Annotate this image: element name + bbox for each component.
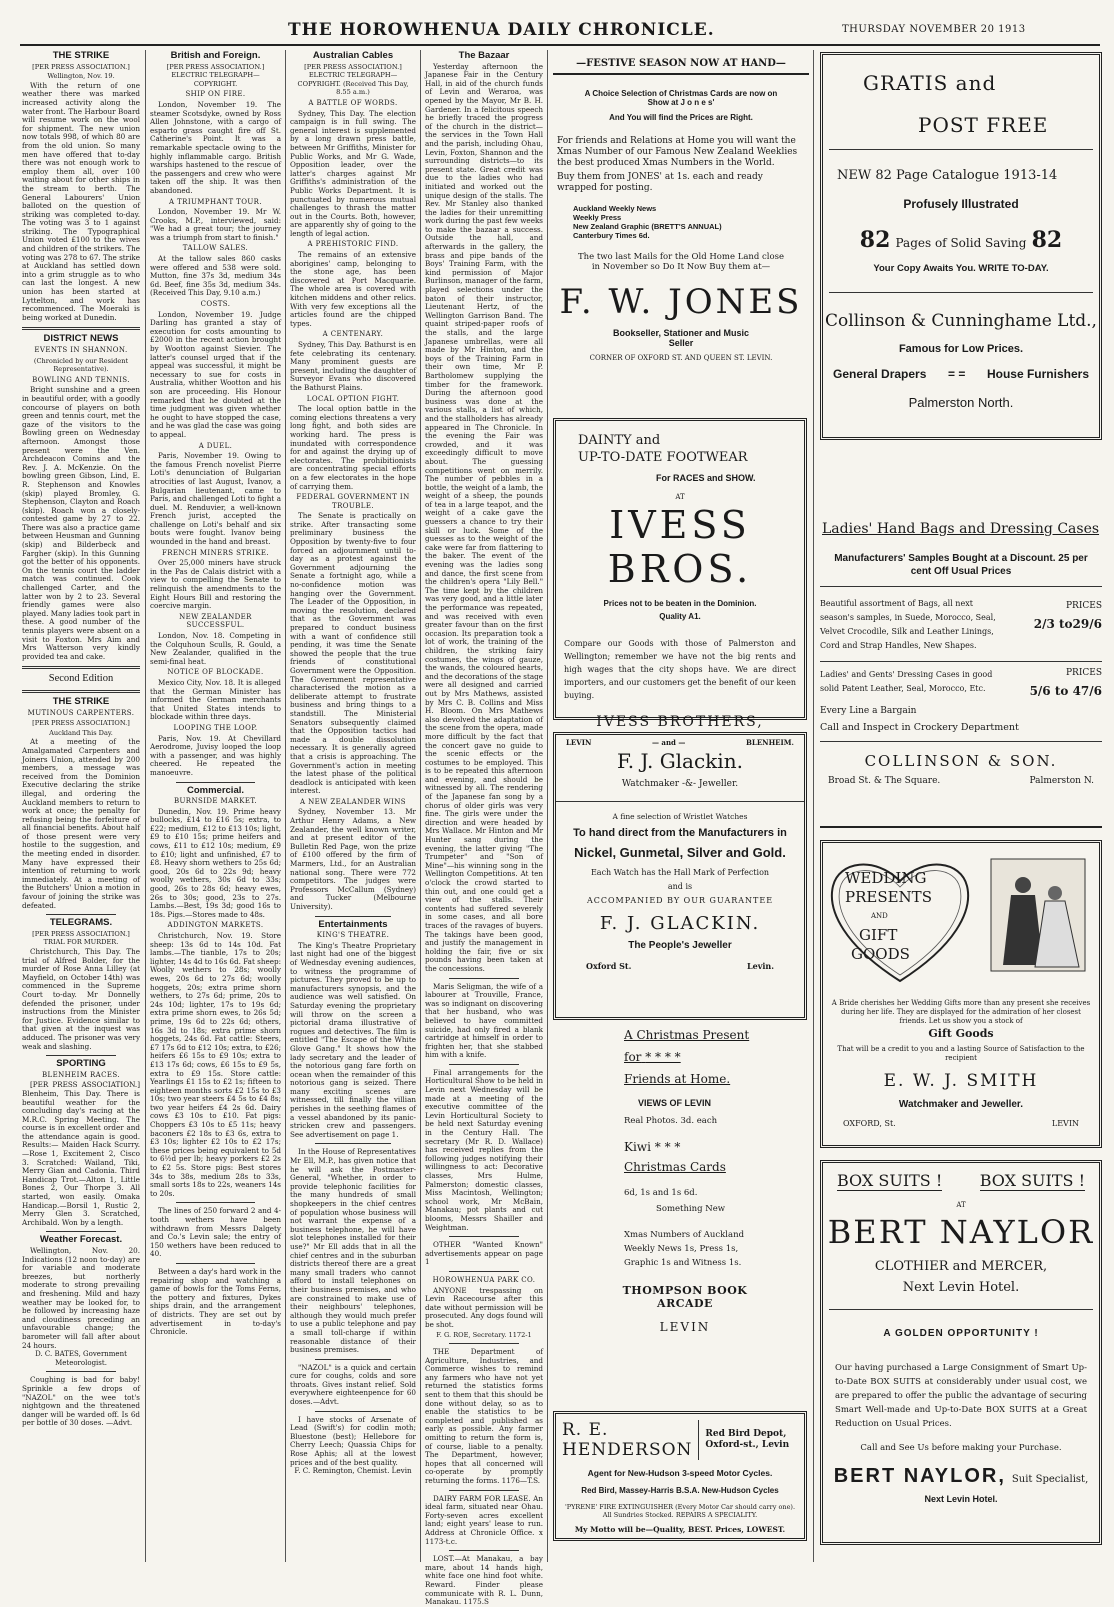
ad-number: 82 bbox=[1031, 227, 1063, 253]
ad-paragraph: Buy them from JONES' at 1s. each and ready wrapped for posting. bbox=[557, 172, 763, 193]
divider bbox=[315, 1359, 391, 1360]
ad-bert-naylor bbox=[820, 1160, 1102, 1545]
article-body: Over 25,000 miners have struck in the Pas de Calais district with a view to compelling the Senate to relinquish the amendments to the Eight Hours Bill and restoring the coercive margin. bbox=[150, 558, 281, 611]
publication: Weekly Press bbox=[573, 213, 622, 222]
ad-line: AT bbox=[956, 1201, 966, 1209]
ad-brand: IVESS BROTHERS, bbox=[596, 714, 764, 730]
ad-line: Watchmaker -&- Jeweller. bbox=[621, 779, 739, 789]
article-body: In the House of Representatives Mr Ell, M.P., has given notice that he will ask the Postmaster-General, "Whether, in order to provide telephonic facilities for the many hundreds of small shopkeepers in the chief centres of population whose business will not warrant the expense of a business telephone, he will have slot telephones installed for their use?" Mr Ell adds that in all the chief centres and in the suburban districts thereof there are a great many small traders who cannot afford to install telephones on their business premises, and who are constrained to make use of their neighbours' telephones, although they would much prefer to use a public telephone and pay a small toll-charge if within reasonable distance of their business premises. bbox=[290, 1147, 416, 1355]
ad-line: Call and See Us before making your Purchase. bbox=[860, 1443, 1062, 1453]
subheading: BURNSIDE MARKET. bbox=[173, 797, 258, 806]
divider bbox=[176, 1263, 255, 1264]
location: Palmerston N. bbox=[1029, 776, 1094, 786]
advert-text: Coughing is bad for baby! Sprinkle a few drops of "NAZOL" on the wee tot's nightgown and the threatened danger will be warded off. Is 6d per bottle of 30 doses. —Advt. bbox=[22, 1375, 140, 1428]
ad-line: Your Copy Awaits You. WRITE TO-DAY. bbox=[873, 263, 1049, 274]
ad-line: Profusely Illustrated bbox=[903, 197, 1019, 211]
divider bbox=[449, 978, 520, 979]
notice-text: LOST.—At Manakau, a bay mare, about 14 hands high, white face one hind foot white. Reward. Finder please communicate with R. L. Dunn, Manakau. 1175.S bbox=[425, 1554, 543, 1607]
column-rule bbox=[547, 50, 548, 1562]
ad-line: VIEWS OF LEVIN bbox=[638, 1098, 712, 1108]
ad-line: Pages of Solid Saving bbox=[895, 236, 1027, 250]
subheading: BOWLING AND TENNIS. bbox=[32, 375, 130, 384]
strike-heading: THE STRIKE bbox=[52, 695, 110, 707]
ad-brand: BERT NAYLOR bbox=[827, 1213, 1095, 1251]
newspaper-title: THE HOROWHENUA DAILY CHRONICLE. bbox=[288, 20, 715, 40]
ad-number: 82 bbox=[859, 227, 891, 253]
ad-henderson bbox=[553, 1411, 807, 1541]
notice-text: OTHER "Wanted Known" advertisements appear on page 1 bbox=[425, 1240, 543, 1267]
divider bbox=[315, 916, 391, 917]
ad-brand: E. W. J. SMITH bbox=[883, 1071, 1039, 1091]
asterisks: * * * * bbox=[645, 1050, 681, 1064]
ad-fw-jones bbox=[553, 52, 809, 370]
ad-line: Palmerston North. bbox=[908, 395, 1014, 410]
subheading: A PREHISTORIC FIND. bbox=[307, 240, 399, 249]
ad-line: 'PYRENE' FIRE EXTINGUISHER (Every Motor Car should carry one). All Sundries Stocked. REPAIRS A SPECIALITY. bbox=[564, 1503, 796, 1519]
ad-hand-bags bbox=[820, 518, 1102, 828]
ad-line: Call and Inspect in Crockery Department bbox=[820, 722, 1019, 733]
signature: D. C. BATES, Government Meteorologist. bbox=[35, 1350, 127, 1367]
signature: F. G. ROE, Secretary. 1172-1 bbox=[436, 1330, 532, 1339]
ad-line: Next Levin Hotel. bbox=[924, 1494, 998, 1504]
divider bbox=[22, 690, 140, 693]
ad-line: For RACES and SHOW. bbox=[656, 473, 756, 483]
divider bbox=[46, 914, 117, 915]
publication: Auckland Weekly News bbox=[573, 204, 657, 213]
ad-line: 6d, 1s and 1s 6d. bbox=[624, 1188, 698, 1198]
masthead bbox=[0, 16, 1114, 40]
ad-brand: F. W. JONES bbox=[559, 282, 803, 322]
divider bbox=[449, 1236, 520, 1237]
ad-line: Friends at Home. bbox=[624, 1072, 731, 1086]
second-edition-banner: Second Edition bbox=[48, 673, 114, 685]
ad-line: Kiwi bbox=[624, 1140, 651, 1154]
divider bbox=[46, 1055, 117, 1056]
subheading: MUTINOUS CARPENTERS. bbox=[27, 708, 135, 717]
entertainments-heading: Entertainments bbox=[318, 918, 388, 930]
divider bbox=[449, 1490, 520, 1491]
article-body: Christchurch, Nov. 19. Store sheep: 13s 6d to 14s 10d. Fat lambs.—The tianble, 17s to 20s; lighter, 14s 4d to 16s 6d. Fat sheep: Woolly wethers to 28s; woolly ewes, 20s 6d to 27s 6d; woolly hoggets, 20s; extra prime shorn wethers, to 27s 6d; prime, 20s to 24s 10d; lighter, 17s to 19s 6d; extra prime shorn ewes, to 26s 5d; prime, 19s 6d to 22s 6d; others, 16s 3d to 18s; extra prime shorn hoggets, 24s 6d. Fat cattle: Steers, £7 17s 6d to £12 10s; extra, to £26; heifers £6 15s to £9 10s; extra to £13 17s 6d; cows, £6 15s to £9 5s, extra to £9 15s. Store cattle: Yearlings £1 15s to £2 1s; fifteen to eighteen months sorts £2 15s to £3 10s; two year steers £4 5s to £4 8s; two year heifers £4 2s 6d. Dairy cows £3 10s to £10. Fat pigs: Choppers £3 10s to £5 11s; heavy baconers £2 18s to £3 6s, extra to £3 10s; lighter £2 10s to £2 17s; these prices being equivalent to 5d to 6½d per lb; heavy porkers £2 2s to £2 5s. Store pigs: Best stores 34s to 38s, medium 28s to 33s, small sorts 18s to 22s, weaners 14s to 20s. bbox=[150, 931, 281, 1198]
ad-line: Prices not to be beaten in the Dominion. bbox=[603, 599, 757, 608]
ad-line: GIFT bbox=[859, 926, 898, 944]
ad-line: Manufacturers' Samples Bought at a Discount. 25 per cent Off Usual Prices bbox=[834, 553, 1088, 577]
divider bbox=[176, 1202, 255, 1203]
subheading: NEW ZEALANDER SUCCESSFUL. bbox=[179, 612, 252, 630]
ad-line: PRESENTS bbox=[845, 888, 932, 906]
ad-wedding-presents bbox=[820, 840, 1102, 1148]
ad-line: LEVIN bbox=[659, 1320, 711, 1334]
subheading: COSTS. bbox=[200, 300, 231, 309]
press-assoc: [PER PRESS ASSOCIATION.] bbox=[32, 62, 130, 71]
ad-line: My Motto will be—Quality, BEST. Prices, LOWEST. bbox=[574, 1525, 786, 1534]
article-body: Paris, Nov. 19. At Chevillard Aerodrome, Juvisy looped the loop with a passenger, and was highly cheered. He repeated the manoeuvre. bbox=[150, 733, 281, 777]
ad-address: CORNER OF OXFORD ST. AND QUEEN ST. LEVIN. bbox=[589, 354, 773, 362]
subheading: TALLOW SALES. bbox=[182, 244, 249, 253]
column-rule bbox=[145, 50, 146, 1562]
ad-brand: IVESS BROS. bbox=[607, 503, 753, 591]
article-body: With the return of one weather there was marked increased activity along the water front. The Harbour Board will resume work on the wool for shipment. The new union now totals 998, of which 80 are from the old union. So many men have offered that to-day there was not enough work to employ them all, over 100 waiting about for other ships in the stream to berth. The General Labourers' Union balloted on the question of striking was completed to-day. The voting was 3 to 1 against striking. The Typographical Union voted £100 to the wives and children of the strikers. The voting was 278 to 67. The strike at Auckland has settled down into a grim struggle as to who can last the longest. A new union has been started at Lyttelton, and work has recommenced. The Moeraki is being worked at Dunedin. bbox=[22, 80, 140, 322]
article-body: London, Nov. 18. Competing in the Colquhoun Sculls, R. Gould, a New Zealander, qualified in the semi-final heat. bbox=[150, 631, 281, 666]
article-body: The remains of an extensive aborigines' camp, belonging to the stone age, has been discovered at Port Macquarie. The whole area is covered with kitchen middens and other relics. With very few exceptions all the articles found are the chipped types. bbox=[290, 250, 416, 328]
ad-line: Famous for Low Prices. bbox=[898, 343, 1024, 355]
article-body: The local option battle in the coming elections threatens a very long fight, and both sides are working hard. The press is inundated with correspondence for and against the drying up of electorates. The prohibitionists are concentrating special efforts on a few electorates in the hope of carrying them. bbox=[290, 404, 416, 491]
ad-brand: THOMPSON BOOK ARCADE bbox=[622, 1284, 748, 1310]
british-foreign-heading: British and Foreign. bbox=[170, 50, 261, 61]
telegrams-heading: TELEGRAMS. bbox=[49, 917, 113, 929]
column-rule bbox=[420, 50, 421, 1562]
subheading: HOROWHENUA PARK CO. bbox=[432, 1275, 536, 1284]
article-body: London, November 19. Judge Darling has granted a stay of execution for costs amounting to £2000 in the recent action brought by Wootton against Sievier. The latter's counsel urged that if the appeal was successful, it might be necessary to sue for costs in Australia, whither Wootton and his son are proceeding. His Honour remarked that he doubted at the time judgment was given whether he ought to have stopped the case, and he was glad the case was going to appeal. bbox=[150, 309, 281, 439]
ad-line: AT bbox=[675, 493, 685, 501]
ad-paragraph: The two last Mails for the Old Home Land close in November so Do It Now Buy them at— bbox=[577, 252, 785, 272]
advert-text: I have stocks of Arsenate of Lead (Swift's) for codlin moth; Bluestone (best); Hellebore for Cherry Leech; Quassia Chips for Rose Aphis; all at the lowest prices and of the best quality. bbox=[290, 1414, 416, 1467]
ad-line: And You will find the Prices are Right. bbox=[609, 113, 753, 122]
ad-paragraph: Our having purchased a Large Consignment of Smart Up-to-Date BOX SUITS at considerably under usual cost, we are prepared to offer the public the advantage of securing Smart Well-made and Up-to-Date BOX SUITS at a Great Reduction on Usual Prices. bbox=[835, 1363, 1087, 1429]
ad-line: Bookseller, Stationer and Music Seller bbox=[612, 328, 750, 348]
subheading: ADDINGTON MARKETS. bbox=[167, 921, 264, 930]
ad-line: Watchmaker and Jeweller. bbox=[898, 1099, 1024, 1110]
advert-text: "NAZOL" is a quick and certain cure for coughs, colds and sore throats. Gives instant relief. Sold everywhere eighteenpence for 60 doses.—Advt. bbox=[290, 1362, 416, 1407]
ad-line: Each Watch has the Hall Mark of Perfection bbox=[590, 868, 770, 877]
ad-line: AND bbox=[871, 912, 888, 920]
price-range: 2/3 to29/6 bbox=[1033, 617, 1102, 631]
divider bbox=[449, 1064, 520, 1065]
ad-paragraph: A Bride cherishes her Wedding Gifts more than any present she receives during her life. They are displayed for the admiration of her closest friends. Let us show you a stock of bbox=[831, 999, 1091, 1025]
article-body: Between a day's hard work in the repairing shop and watching a game of bowls for the Toms Ferns, the pottery and fixtures, Dykes ships drain, and the arrangement of districts. They are set out by advertisement in to-day's Chronicle. bbox=[150, 1266, 281, 1337]
divider bbox=[22, 327, 140, 330]
column-3 bbox=[290, 50, 416, 1565]
notice-text: ANYONE trespassing on Levin Racecourse after this date without permission will be prosecuted. Any dogs found will be shot. bbox=[425, 1285, 543, 1329]
ad-brand: R. E. HENDERSON bbox=[562, 1420, 699, 1460]
ad-line: Something New bbox=[656, 1204, 726, 1214]
divider bbox=[449, 1343, 520, 1344]
ad-glackin bbox=[553, 732, 807, 1020]
ad-line: Christmas Cards bbox=[624, 1160, 726, 1174]
ad-line: A Christmas Present bbox=[624, 1028, 750, 1042]
ad-brand: F. J. GLACKIN. bbox=[599, 913, 761, 934]
press-assoc: [PER PRESS ASSOCIATION.] ELECTRIC TELEGRAPH—COPYRIGHT. bbox=[166, 62, 265, 88]
subheading: A NEW ZEALANDER WINS bbox=[300, 797, 406, 806]
subheading: LOOPING THE LOOP. bbox=[173, 723, 258, 732]
column-rule bbox=[285, 50, 286, 1562]
ad-line: for bbox=[624, 1050, 642, 1064]
column-4 bbox=[425, 50, 543, 1607]
ad-catalogue bbox=[820, 52, 1102, 440]
location: LEVIN bbox=[566, 738, 592, 747]
article-body: The King's Theatre Proprietary last night had one of the biggest of Wednesday evening audiences, to witness the programme of pictures. They proved to be up to manufacturers synopsis, and the audience was well satisfied. On Saturday evening the proprietary will throw on the screen a pictorial drama illustrative of rogues and detectives. The film is entitled "The Escape of the White Glove Gang." It shows how the lady secretary and the leader of the notorious gang fare forth on ocean when the remainder of this notorious gang is seized. There many exciting scenes are witnessed, till finally the villian perishes in the seething flames of a vessel abandoned by its panic-stricken crew and passengers. See advertisement on page 1. bbox=[290, 940, 416, 1139]
article-body: Yesterday afternoon the Japanese Fair in the Century Hall, in aid of the church funds of Levin and Weraroa, was opened by the Mayor, Mr B. H. Gardener. In a felicitous speech he briefly traced the progress of the church in the district—the services in the Town Hall and the parish, including Ohau, Levin, Foxton, Shannon and the surrounding districts—to its present state. Great credit was due to the ladies who had initiated and worked out the unique design of the stalls. The Rev. Mr Stanley also thanked the ladies for their unremitting work during the past few weeks to make the bazaar a success. Outside the hall, and afterwards in the gallery, the brass and pipe bands of the Boys' Training Farm, with the kind permission of Major Burlinson, manager of the farm, played selections under the baton of their instructor, Lieutenant Hertz, of the Wellington Garrison Band. The quaint striped-paper roofs of the stalls, and the large Japanese umbrellas, were all made by Mr Hinton, and the boys of the Training Farm in their own time, Mr P. Bartholomew supplying the timber for the framework. During the afternoon good business was done at the various stalls, a list of which, and the stallholders has already appeared in The Chronicle. In the evening the Fair was crowded, and it was exceedingly difficult to move about. The guessing competitions went on merrily. The number of pebbles in a bottle, the weight of a lamb, the weight of a sheep, the pounds of tea in a large teapot, and the weight of a cake gave the guessers a chance to try their skill or luck. Some of the guesses as to the weight of the cake were far from flattering to the baker. The event of the evening was the ladies song and dance, the first scene from the children's opera "Lily Bell." The time kept by the children was very good, and a little later the performance was repeated, and was received with even greater favour than on the first occasion. Its preparation took a lot of work, the training of the children, the striking fairy costumes, the wings of gauze, the wands, the coloured hearts, and the decorations of the stage were all designed and carried out by Mrs Mathews, assisted by Mrs C. B. Collins and Miss H. Bloom. On Mrs Mathews also devolved the adaptation of the scene from the opera, made more difficult by the fact that the concert gave no guide to the scenic effects or the costumes to be employed. This is to be repeated this afternoon and evening, and should be witnessed by all. The rendering of the Japanese fan song by a chorus of older girls was very fine. The girls were under the direction and were headed by Mrs Wallace. Mr Hinton and Mr Hunter sang during the evening, the latter giving "The Trumpeter" and "Son of Mine"—his winning song in the Wellington Competitions. At ten o'clock the crowd started to thin out, and one could get a view of the stalls. Their contents had suffered severely in some cases, and all bore traces of the ravages of buyers. The takings have been good, and justify the management in holding the fair, five or six pounds having been taken at the concessions. bbox=[425, 61, 543, 973]
ad-line: ACCOMPANIED BY OUR GUARANTEE bbox=[586, 896, 774, 905]
article-body: Mexico City, Nov. 18. It is alleged that the German Minister has informed the German merchants that United States intends to blockade within three days. bbox=[150, 677, 281, 722]
separator: — and — bbox=[651, 738, 686, 747]
article-body: Maris Seligman, the wife of a labourer at Trouville, France, was so indignant on discovering that her husband, who was believed to have committed suicide, had only fired a blank cartridge at himself in order to frighten her, that she stabbed him with a knife. bbox=[425, 981, 543, 1060]
australian-cables-heading: Australian Cables bbox=[312, 50, 394, 61]
wedding-couple-illustration bbox=[983, 855, 1093, 975]
commercial-heading: Commercial. bbox=[186, 784, 245, 796]
article-body: Wellington, Nov. 20. Indications (12 noon to-day) are for variable and moderate breezes, but northerly moderate to strong prevailing and freshening. Mild and hazy weather may be looked for, to be followed by increasing haze and cloudiness preceding an unfavourable change; the barometer will fall after about 24 hours. bbox=[22, 1246, 140, 1350]
location: LEVIN bbox=[1051, 1119, 1079, 1128]
location: Oxford St. bbox=[586, 961, 632, 971]
subheading: FRENCH MINERS STRIKE. bbox=[162, 548, 269, 557]
divider bbox=[46, 1231, 117, 1232]
ad-line: Every Line a Bargain bbox=[820, 706, 917, 716]
publication: New Zealand Graphic (BRETT'S ANNUAL) bbox=[573, 222, 722, 231]
signature: F. C. Remington, Chemist. Levin bbox=[294, 1466, 412, 1476]
ad-line: Red Bird Depot, Oxford-st., Levin bbox=[705, 1429, 790, 1450]
column-1 bbox=[22, 50, 140, 1565]
divider bbox=[315, 1411, 391, 1412]
divider bbox=[176, 782, 255, 783]
divider bbox=[46, 1371, 117, 1372]
ad-paragraph: For friends and Relations at Home you will want the Xmas Number of our Famous New Zealand Weeklies the best produced Xmas Numbers in the World. bbox=[557, 136, 798, 168]
subheading: FEDERAL GOVERNMENT IN TROUBLE. bbox=[296, 493, 410, 510]
subheading: NOTICE OF BLOCKADE. bbox=[167, 668, 264, 677]
notice-text: DAIRY FARM FOR LEASE. An ideal farm, situated near Ohau. Forty-seven acres excellent land; eight years' lease to run. Address at Chronicle Office. x 1173-t.c. bbox=[425, 1493, 543, 1546]
divider bbox=[449, 1271, 520, 1272]
ad-line: BOX SUITS ! bbox=[979, 1171, 1085, 1190]
article-body: Sydney, This Day. Bathurst is en fete celebrating its centenary. Many prominent guests are present, including the daughter of Surveyor Evans who discovered the Bathurst Plains. bbox=[290, 340, 416, 392]
ad-line: Next Levin Hotel. bbox=[902, 1280, 1020, 1295]
ad-line: PRICES bbox=[1065, 601, 1102, 611]
location: OXFORD, St. bbox=[843, 1119, 896, 1128]
ad-line: UP-TO-DATE FOOTWEAR bbox=[578, 450, 748, 465]
subheading: BLENHEIM RACES. bbox=[42, 1070, 120, 1079]
separator: = = bbox=[948, 367, 966, 381]
subheading: A TRIUMPHANT TOUR. bbox=[169, 197, 262, 206]
location: BLENHEIM. bbox=[746, 738, 794, 747]
ad-line: BOX SUITS ! bbox=[837, 1171, 943, 1190]
ad-thompson-book-arcade bbox=[600, 1024, 770, 1384]
ad-line: PRICES bbox=[1065, 668, 1102, 678]
ad-line: A Choice Selection of Christmas Cards are now on Show at J o n e s' bbox=[584, 89, 778, 107]
article-body: Paris, November 19. Owing to the famous French novelist Pierre Loti's denunciation of Bulgarian atrocities of last August, Ivanov, a Bulgarian lieutenant, came to Paris, and challenged Loti to fight a duel. M. Renduvier, a well-known French jurist, accepted the challenge on Loti's behalf and six bouts were fought. Ivanov being wounded in the hand and breast. bbox=[150, 451, 281, 547]
ad-line: GOODS bbox=[851, 945, 910, 963]
divider bbox=[315, 1143, 391, 1144]
article-body: [PER PRESS ASSOCIATION.] Blenheim, This Day. There is beautiful weather for the concluding day's racing at the M.R.C. Spring Meeting. The course is in excellent order and the attendance again is good. Results:— Maiden Hack Scurry.—Rose 1, Excitement 2, Cisco 3. Scratched: Wailand, Tiki, Merry Gian and Cadonia. Third Handicap Trot.—Alton 1, Little Bones 2, Our Thorpe 3. All started, won easily. Omaka Handicap.—Borsil 1, Rustic 2, Merry Glen 3. Scratched, Archibald. Won by a length. bbox=[22, 1080, 140, 1227]
ad-brand: F. J. Glackin. bbox=[617, 749, 743, 773]
location: Broad St. & The Square. bbox=[828, 776, 941, 786]
column-rule bbox=[813, 50, 814, 1562]
column-2 bbox=[150, 50, 281, 1565]
ad-line: DAINTY and bbox=[578, 433, 661, 448]
article-body: Sydney, This Day. The election campaign is in full swing. The general interest is supplemented by a long drawn press battle, between Mr Griffiths, Minister for Public Works, and Mr G. Wade, Opposition leader, over the latter's charges against Mr Griffiths's administration of the Public Works Department. It is punctuated by numerous mutual challenges to thrash the matter out in the Courts. Both, however, are apparently shy of going to the length of legal action. bbox=[290, 108, 416, 238]
ad-line: Real Photos. 3d. each bbox=[624, 1116, 718, 1126]
byline: (Chronicled by our Resident Representative). bbox=[33, 356, 129, 374]
article-body: Bright sunshine and a green in beautiful order, with a goodly concourse of players on both green and tennis court, met the gaze of the visitors to the Bowling green on Wednesday afternoon. Amongst those present were the Ven. Archdeacon Comins and the Rev. J. A. McKenzie. On the bowling green Gibson, Lind, E. R. Stephenson and Knowles (skip) played Bromley, G. Stephenson, Clayton and Roach (skip). Roach won a closely-contested game by 27 to 22. There was also a practice game between Heusman and Gunning (skip) and Bilderbeck and Fargher (skip). In this Gunning got the better of his opponents. On the tennis court the ladder match was continued. Cook challenged Carter, and the latter won by 2 to 23. Several friendly games were also played. Many ladies took part in these. A good number of the tennis players were absent on a visit to Foxton. Mrs Aim and Mrs Watterson very kindly provided tea and cake. bbox=[22, 385, 140, 661]
subheading: KING'S THEATRE. bbox=[316, 931, 390, 940]
subheading: A CENTENARY. bbox=[322, 330, 384, 339]
subheading: SHIP ON FIRE. bbox=[185, 90, 246, 99]
divider bbox=[449, 1550, 520, 1551]
bazaar-heading: The Bazaar bbox=[458, 50, 510, 61]
subheading: A BATTLE OF WORDS. bbox=[308, 98, 398, 107]
ad-line: GRATIS and bbox=[863, 71, 997, 95]
ad-line: General Drapers bbox=[833, 367, 927, 381]
subheading: [PER PRESS ASSOCIATION.] TRIAL FOR MURDER. bbox=[32, 929, 130, 947]
ad-line: Suit Specialist, bbox=[1011, 1474, 1089, 1485]
strike-heading: THE STRIKE bbox=[52, 50, 110, 61]
ad-title: Ladies' Hand Bags and Dressing Cases bbox=[822, 521, 1100, 537]
ad-brand: COLLINSON & SON. bbox=[864, 752, 1058, 770]
ad-line: CLOTHIER and MERCER, bbox=[874, 1259, 1048, 1274]
ad-line: The People's Jeweller bbox=[628, 940, 732, 951]
article-body: London, November 19. Mr W. Crooks, M.P., interviewed, said: "We had a great tour; the journey was a triumph from start to finish." bbox=[150, 207, 281, 242]
ad-line: House Furnishers bbox=[986, 367, 1089, 381]
article-body: Sydney, November 13. Mr Arthur Henry Adams, a New Zealander, the well known writer, and at present editor of the Bulletin Red Page, won the prize of £100 offered by the firm of Marmers, Ltd., for an Australian national song. There were 772 competitors. The judges were Professors McCallum (Sydney) and Tucker (Melbourne University). bbox=[290, 807, 416, 911]
article-body: At the tallow sales 860 casks were offered and 538 were sold. Mutton, fine 37s 3d, medium 34s 6d. Beef, fine 35s 3d, medium 34s. (Received This Day, 9.10 a.m.) bbox=[150, 254, 281, 298]
article-body: The lines of 250 forward 2 and 4-tooth wethers have been withdrawn from Messrs Dalgety and Co.'s Levin sale; the entry of 150 wethers have been reduced to 40. bbox=[150, 1206, 281, 1259]
ad-line: A fine selection of Wristlet Watches bbox=[612, 812, 748, 821]
ad-line: Agent for New-Hudson 3-speed Motor Cycles. bbox=[587, 1468, 773, 1478]
asterisks: * * * bbox=[654, 1140, 681, 1154]
masthead-rule bbox=[20, 44, 1100, 46]
ad-line: A GOLDEN OPPORTUNITY ! bbox=[883, 1328, 1039, 1339]
article-body: Christchurch, This Day. The trial of Alfred Bolder, for the murder of Rose Anna Lilley (at Mayfield, on October 14th) was commenced in the Supreme Court to-day. Mr Donnelly defended the prisoner, under instructions from the Minister for Justice. Evidence similar to that given at the inquest was adduced. The prisoner was very weak and slashing. bbox=[22, 947, 140, 1051]
ad-line: Quality A1. bbox=[659, 612, 701, 621]
ad-brand: BERT NAYLOR, bbox=[833, 1465, 1006, 1487]
ad-line: POST FREE bbox=[918, 113, 1049, 137]
subheading: EVENTS IN SHANNON. bbox=[34, 346, 128, 354]
district-news-heading: DISTRICT NEWS bbox=[43, 333, 119, 345]
press-assoc: [PER PRESS ASSOCIATION.] ELECTRIC TELEGRAPH—COPYRIGHT. (Received This Day, 8.55 a.m.) bbox=[297, 62, 409, 97]
article-body: At a meeting of the Amalgamated Carpenters and Joiners Union, attended by 200 members, a message was received from the Dominion Executive declaring the strike illegal, and ordering the Auckland members to return to work at once; the penalty for refusing being the forfeiture of all financial benefits. About half of those present were very hostile to the suggestion, and the meeting ended in disorder. Many have expressed their intention of returning to work immediately. At a meeting of the Butchers' Union a motion in favour of joining the strike was defeated. bbox=[22, 737, 140, 910]
article-body: The Senate is practically on strike. After transacting some preliminary business the Opposition by twenty-five to four forced an adjournment until to-day as a protest against the Government adjourning the Senate a fortnight ago, while a no-confidence motion was hanging over the Government. The Leader of the Opposition, in moving the resolution, declared that as the Government was prepared to conduct business with a want of confidence still pending, it was time the Senate showed the people that the true friends of constitutional Government were the Opposition. The Government representative characterised the motion as a deliberate attempt to frustrate business and bring things to a standstill. The Ministerial Senators subsequently claimed that the Opposition tactics had made a double dissolution necessary. It is generally agreed that a crisis is approaching. The Government's action in meeting the latest phase of the political deadlock is anticipated with keen interest. bbox=[290, 511, 416, 796]
ad-paragraph: Xmas Numbers of Auckland Weekly News 1s, Press 1s, Graphic 1s and Witness 1s. bbox=[624, 1230, 745, 1268]
dateline: Wellington, Nov. 19. bbox=[47, 72, 115, 81]
ad-line: NEW 82 Page Catalogue 1913-14 bbox=[837, 168, 1058, 183]
article-body: Dunedin, Nov. 19. Prime heavy bullocks, £14 to £16 5s; extra, to £22; medium, £12 to £13 10s; light, £9 to £10 15s; prime heifers and cows, £11 to £12 10s; medium, £9 to £10; light and unfinished, £7 to £8. Heavy shorn wethers to 25s 6d; good, 20s 6d to 22s 9d; heavy woolly wethers, 30s 6d to 33s; good, 26s to 28s 6d; heavy ewes, 26s to 30s; good, 23s to 27s. Lambs.—Best, 19s 3d; good 16s to 18s. Pigs.—Stores made to 48s. bbox=[150, 806, 281, 919]
ad-brand: Collinson & Cunninghame Ltd., bbox=[825, 311, 1097, 331]
ad-paragraph: Compare our Goods with those of Palmerston and Wellington; remember we have not the big rents and high wages that the city shops have. We are direct importers, and our customers get the benefit of our keen buying. bbox=[564, 639, 796, 700]
ad-paragraph: Beautiful assortment of Bags, all next season's samples, in Suede, Morocco, Seal, Velvet Crocodile, Silk and Leather Linings, Cord and Strap Handles, New Shapes. bbox=[820, 599, 996, 650]
sporting-heading: SPORTING bbox=[56, 1058, 106, 1070]
press-assoc: [PER PRESS ASSOCIATION.] bbox=[32, 719, 130, 728]
price-range: 5/6 to 47/6 bbox=[1029, 684, 1102, 698]
weather-heading: Weather Forecast. bbox=[39, 1234, 123, 1246]
article-body: Final arrangements for the Horticultural Show to be held in Levin next Wednesday will be made at a meeting of the executive committee of the Levin Horticultural Society to be held next Saturday evening in the Century Hall. The secretary (Mr R. D. Wallace) has received replies from the following judges notifying their willingness to act: Decorative classes, Mrs Hulme, Palmerston; domestic classes, Miss Macintosh, Wellington; school work, Mr McBain, Manakau; pot plants and cut blooms, Messrs Shailler and Weightman. bbox=[425, 1067, 543, 1232]
issue-date: THURSDAY NOVEMBER 20 1913 bbox=[842, 24, 1026, 35]
divider bbox=[22, 666, 140, 669]
location: Levin. bbox=[746, 961, 774, 971]
publication: Canterbury Times 6d. bbox=[573, 231, 650, 240]
dateline: Auckland This Day. bbox=[49, 728, 113, 737]
ad-title: —FESTIVE SEASON NOW AT HAND— bbox=[553, 58, 809, 75]
ad-line: Gift Goods bbox=[928, 1027, 994, 1040]
ad-line: To hand direct from the Manufacturers in bbox=[573, 827, 787, 839]
ad-line: Nickel, Gunmetal, Silver and Gold. bbox=[574, 845, 786, 860]
article-body: London, November 19. The steamer Scotsdyke, owned by Ross Allen Johnstone, with a cargo of esparto grass caught fire off St. Catherine's Point. It was a remarkable spectacle owing to the highly inflammable cargo. British warships hastened to the rescue of the passengers and crew who were taken off the ship. It was then abandoned. bbox=[150, 99, 281, 195]
ad-paragraph: That will be a credit to you and a lasting Source of Satisfaction to the recipient bbox=[837, 1045, 1085, 1062]
ad-paragraph: Ladies' and Gents' Dressing Cases in good solid Patent Leather, Seal, Morocco, Etc. bbox=[820, 670, 993, 693]
subheading: A DUEL. bbox=[198, 441, 233, 450]
ad-line: WEDDING bbox=[845, 869, 927, 887]
ad-line: and is bbox=[667, 882, 693, 891]
ad-ivess-bros bbox=[553, 418, 807, 747]
notice-text: THE Department of Agriculture, Industries, and Commerce wishes to remind any farmers who have not yet returned the statistics forms sent to them that this should be done without delay, so as to enable the statistics to be completed and published as early as possible. Any farmer omitting to return the form is, of course, liable to a penalty. The Department, however, hopes that all concerned will co-operate by promptly returning the forms. 1176—T.S. bbox=[425, 1347, 543, 1485]
subheading: LOCAL OPTION FIGHT. bbox=[306, 394, 400, 403]
ad-line: Red Bird, Massey-Harris B.S.A. New-Hudson Cycles bbox=[581, 1486, 779, 1495]
